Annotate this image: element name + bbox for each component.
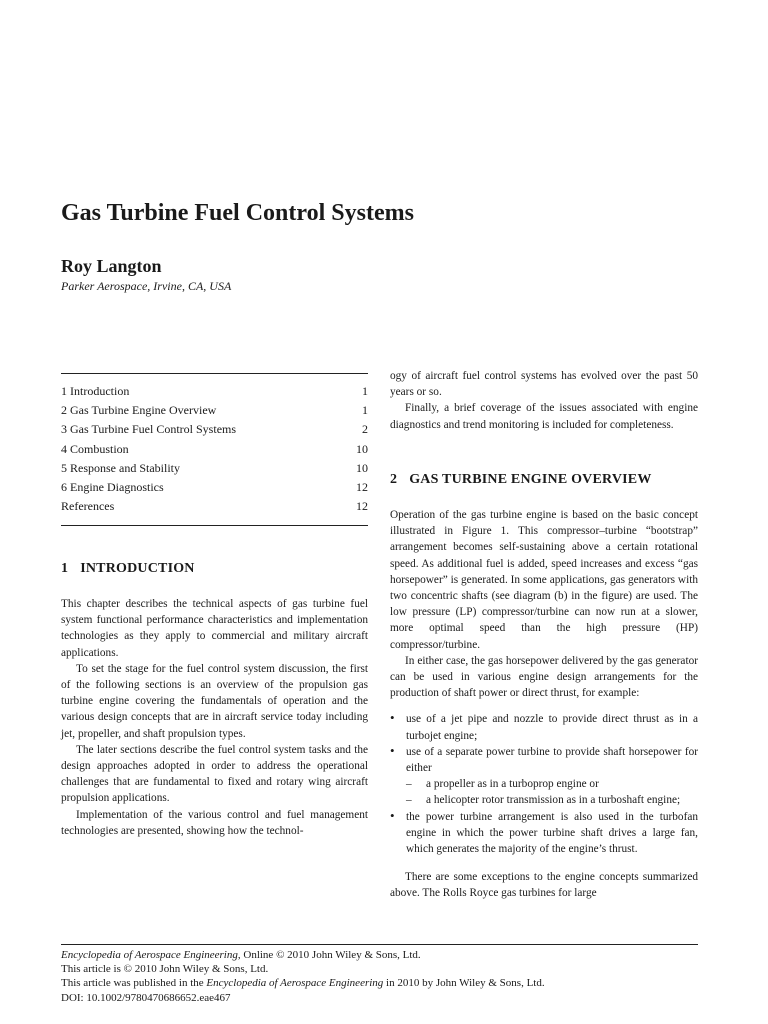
sub-list	[406, 776, 698, 808]
toc-row[interactable]	[61, 382, 368, 401]
toc-row[interactable]	[61, 459, 368, 478]
sub-list-item: – a helicopter rotor transmission as in a turboshaft engine;	[406, 792, 698, 808]
toc-page: 12	[356, 499, 368, 514]
doi[interactable]: DOI: 10.1002/9780470686652.eae467	[61, 991, 231, 1004]
toc-row[interactable]	[61, 440, 368, 459]
list-item-text: use of a separate power turbine to provide shaft horsepower for either	[406, 745, 698, 775]
footer-line: This article is © 2010 John Wiley & Sons, Ltd.	[61, 963, 269, 976]
paragraph: The later sections describe the fuel control system tasks and the design approaches adopted in order to address the operational challenges that are fundamental to fixed and rotary wing aircraft propulsion applications.	[61, 743, 368, 805]
paragraph: ogy of aircraft fuel control systems has evolved over the past 50 years or so.	[390, 370, 698, 399]
toc-row[interactable]	[61, 478, 368, 497]
toc-page: 12	[356, 479, 368, 494]
toc-label: 1 Introduction	[61, 384, 130, 398]
paragraph: Operation of the gas turbine engine is based on the basic concept illustrated in Figure 1. This compressor–turbine “bootstrap” arrangement becomes self-sustaining above a certain rotational speed. As additional fuel is added, speed increases and excess “gas horsepower” is generated. In some applications, gas generators with two concentric shafts (see diagram (b) in the figure) are used. The low pressure (LP) compressor/turbine can now run at a slower, more optimal speed than the high pressure (HP) compressor/turbine.	[390, 509, 698, 651]
toc-page: 10	[356, 460, 368, 475]
paragraph: This chapter describes the technical aspects of gas turbine fuel system functional performance characteristics and implementation technologies as they apply to commercial and military aircraft applications.	[61, 598, 368, 659]
toc-row[interactable]	[61, 401, 368, 420]
publication-title: Encyclopedia of Aerospace Engineering	[61, 949, 238, 961]
section-2-heading	[390, 472, 652, 488]
footer-line	[61, 948, 698, 962]
toc-page: 1	[362, 403, 368, 418]
section-1-heading	[61, 561, 195, 577]
list-item-text: the power turbine arrangement is also used in the turbofan engine in which the power turbine shaft drives a large fan, which generates the majority of the engine’s thrust.	[406, 810, 698, 856]
toc-label: 3 Gas Turbine Fuel Control Systems	[61, 422, 237, 437]
toc-label: 5 Response and Stability	[61, 460, 180, 475]
toc-row[interactable]	[61, 420, 368, 439]
paragraph: There are some exceptions to the engine concepts summarized above. The Rolls Royce gas turbines for large	[390, 871, 698, 900]
list-item-text: use of a jet pipe and nozzle to provide direct thrust as in a turbojet engine;	[406, 713, 698, 742]
list-item	[390, 744, 698, 809]
article-title: Gas Turbine Fuel Control Systems	[61, 200, 414, 226]
list-item	[390, 711, 698, 743]
footer-text: , Online © 2010 John Wiley & Sons, Ltd.	[237, 949, 421, 961]
list-item	[390, 809, 698, 858]
footer-line	[61, 976, 698, 990]
section-number: 2	[390, 472, 398, 487]
toc-label: 4 Combustion	[61, 441, 129, 456]
toc-label: 2 Gas Turbine Engine Overview	[61, 403, 217, 418]
toc-page: 10	[356, 441, 368, 456]
toc-label: References	[61, 499, 115, 514]
footer-text: This article was published in the	[61, 977, 207, 990]
paragraph: Implementation of the various control and fuel management technologies are presented, showing how the technol-	[61, 808, 368, 837]
paragraph: Finally, a brief coverage of the issues associated with engine diagnostics and trend monitoring is included for completeness.	[390, 402, 698, 431]
paragraph: To set the stage for the fuel control system discussion, the first of the following sections is an overview of the propulsion gas turbine engine covering the fundamentals of operation and the various design concepts that are in aircraft service today including jet, propeller, and shaft propulsion types.	[61, 662, 368, 740]
toc-page: 2	[362, 422, 368, 437]
toc-label: 6 Engine Diagnostics	[61, 479, 164, 494]
page-footer	[61, 944, 698, 1005]
publication-title: Encyclopedia of Aerospace Engineering	[206, 977, 384, 990]
left-column-body	[61, 596, 368, 839]
toc-page: 1	[362, 384, 368, 398]
section-title: GAS TURBINE ENGINE OVERVIEW	[409, 472, 652, 487]
section-title: INTRODUCTION	[80, 561, 195, 576]
right-column-top	[390, 368, 698, 433]
section-number: 1	[61, 561, 69, 576]
author-name: Roy Langton	[61, 256, 162, 276]
right-column-body	[390, 507, 698, 902]
bullet-list	[390, 711, 698, 857]
footer-text: in 2010 by John Wiley & Sons, Ltd.	[383, 977, 545, 990]
toc-row[interactable]	[61, 497, 368, 516]
author-affiliation: Parker Aerospace, Irvine, CA, USA	[61, 279, 232, 293]
paragraph: In either case, the gas horsepower delivered by the gas generator can be used in various engine design arrangements for the production of shaft power or direct thrust, for example:	[390, 654, 698, 700]
table-of-contents	[61, 373, 368, 526]
sub-list-item: – a propeller as in a turboprop engine or	[406, 776, 698, 792]
